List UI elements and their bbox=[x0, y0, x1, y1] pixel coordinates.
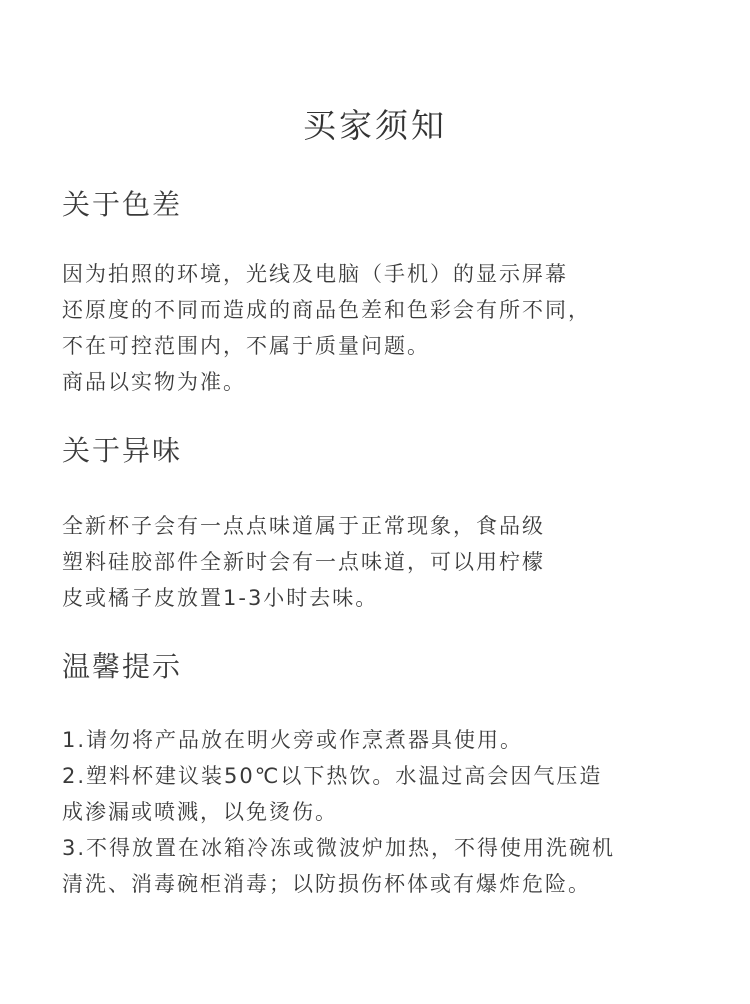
section-heading-odor: 关于异味 bbox=[62, 434, 183, 467]
paragraph-line: 皮或橘子皮放置1-3小时去味。 bbox=[62, 586, 379, 610]
section-heading-tips: 温馨提示 bbox=[62, 650, 183, 683]
page-title: 买家须知 bbox=[303, 106, 447, 145]
paragraph-line: 清洗、消毒碗柜消毒；以防损伤杯体或有爆炸危险。 bbox=[62, 872, 591, 896]
section-body-tips bbox=[62, 722, 722, 902]
paragraph-line: 还原度的不同而造成的商品色差和色彩会有所不同， bbox=[62, 298, 591, 322]
paragraph-line: 3.不得放置在冰箱冷冻或微波炉加热，不得使用洗碗机 bbox=[62, 836, 616, 860]
section-heading-color-difference: 关于色差 bbox=[62, 188, 183, 221]
paragraph-line: 因为拍照的环境，光线及电脑（手机）的显示屏幕 bbox=[62, 262, 568, 286]
paragraph-line: 成渗漏或喷溅，以免烫伤。 bbox=[62, 800, 338, 824]
paragraph-line: 1.请勿将产品放在明火旁或作烹煮器具使用。 bbox=[62, 728, 524, 752]
section-body-color-difference bbox=[62, 256, 722, 400]
paragraph-line: 商品以实物为准。 bbox=[62, 370, 246, 394]
paragraph-line: 不在可控范围内，不属于质量问题。 bbox=[62, 334, 430, 358]
section-body-odor bbox=[62, 508, 722, 616]
paragraph-line: 2.塑料杯建议装50℃以下热饮。水温过高会因气压造 bbox=[62, 764, 603, 788]
paragraph-line: 塑料硅胶部件全新时会有一点味道，可以用柠檬 bbox=[62, 550, 545, 574]
paragraph-line: 全新杯子会有一点点味道属于正常现象，食品级 bbox=[62, 514, 545, 538]
